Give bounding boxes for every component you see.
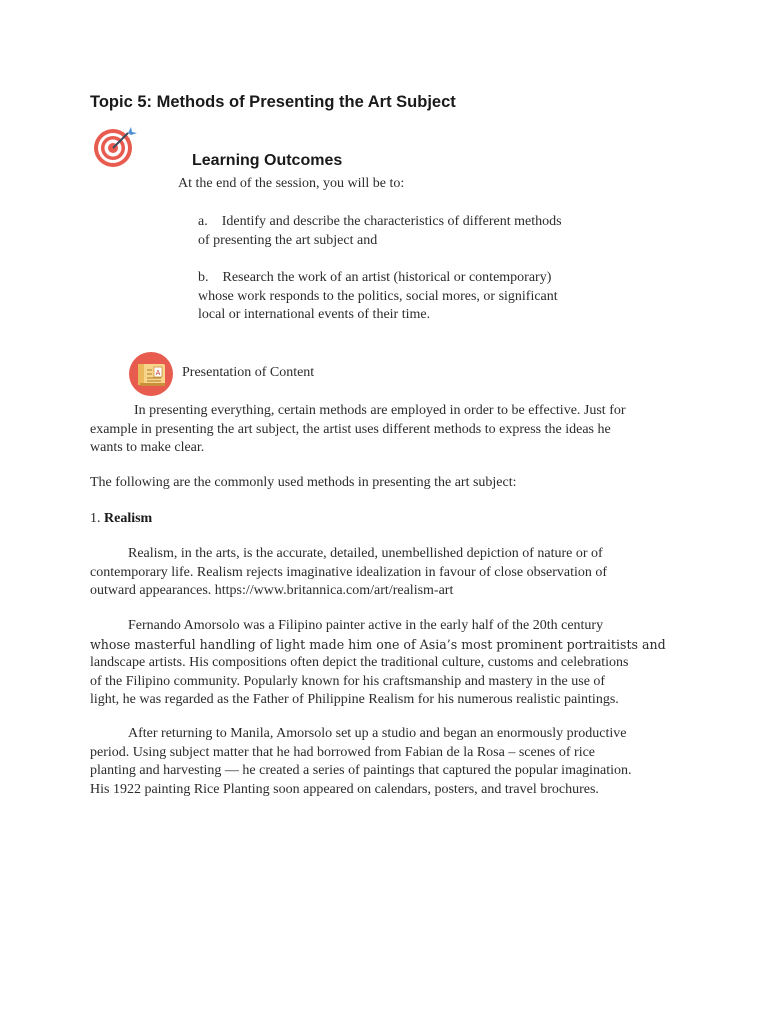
page-title: Topic 5: Methods of Presenting the Art Subject: [90, 93, 456, 111]
outcome-text: of presenting the art subject and: [198, 232, 378, 248]
paragraph-line: Fernando Amorsolo was a Filipino painter active in the early half of the 20th century: [128, 618, 604, 633]
section-heading-realism: [90, 510, 152, 529]
amorsolo-paragraph: [90, 617, 666, 710]
learning-outcomes-intro: At the end of the session, you will be to:: [178, 176, 405, 191]
paragraph-line: planting and harvesting — he created a series of paintings that captured the popular imagination.: [90, 763, 632, 778]
section-name: Realism: [104, 511, 153, 526]
outcome-marker: b.: [198, 270, 209, 285]
learning-outcomes-heading: Learning Outcomes: [192, 152, 343, 169]
methods-intro: The following are the commonly used methods in presenting the art subject:: [90, 475, 517, 490]
manila-paragraph: [90, 725, 632, 799]
paragraph-line: light, he was regarded as the Father of Philippine Realism for his numerous realistic paintings.: [90, 692, 619, 707]
paragraph-line: His 1922 painting Rice Planting soon appeared on calendars, posters, and travel brochures.: [90, 781, 599, 797]
outcome-text: Identify and describe the characteristics of different methods: [221, 214, 562, 229]
intro-paragraph: [90, 402, 626, 458]
paragraph-line: After returning to Manila, Amorsolo set up a studio and began an enormously productive: [128, 726, 627, 741]
target-icon: [92, 124, 138, 170]
book-icon: [128, 351, 174, 397]
paragraph-line: Realism, in the arts, is the accurate, detailed, unembellished depiction of nature or of: [128, 546, 603, 561]
svg-text:A: A: [155, 370, 161, 377]
paragraph-line: contemporary life. Realism rejects imaginative idealization in favour of close observation of: [90, 564, 608, 580]
outcome-text: whose work responds to the politics, social mores, or significant: [198, 288, 558, 304]
paragraph-line: example in presenting the art subject, the artist uses different methods to express the ideas he: [90, 421, 611, 437]
outcome-item-a: [198, 213, 562, 250]
outcome-text: Research the work of an artist (historical or contemporary): [222, 270, 552, 285]
realism-paragraph: [90, 545, 607, 601]
outcome-marker: a.: [198, 214, 208, 229]
paragraph-line: of the Filipino community. Popularly known for his craftsmanship and mastery in the use of: [90, 673, 606, 689]
outcome-item-b: [198, 269, 558, 325]
paragraph-line: outward appearances. https://www.britannica.com/art/realism-art: [90, 583, 454, 598]
paragraph-line: In presenting everything, certain methods are employed in order to be effective. Just for: [134, 403, 626, 418]
paragraph-line: wants to make clear.: [90, 440, 205, 455]
presentation-heading: Presentation of Content: [182, 365, 315, 380]
paragraph-line: landscape artists. His compositions often depict the traditional culture, customs and celebrations: [90, 655, 629, 670]
outcome-text: local or international events of their time.: [198, 307, 431, 322]
paragraph-line: whose masterful handling of light made him one of Asia’s most prominent portraitists and: [90, 636, 666, 652]
paragraph-line: period. Using subject matter that he had borrowed from Fabian de la Rosa – scenes of rice: [90, 744, 596, 760]
section-number: 1.: [90, 511, 101, 526]
